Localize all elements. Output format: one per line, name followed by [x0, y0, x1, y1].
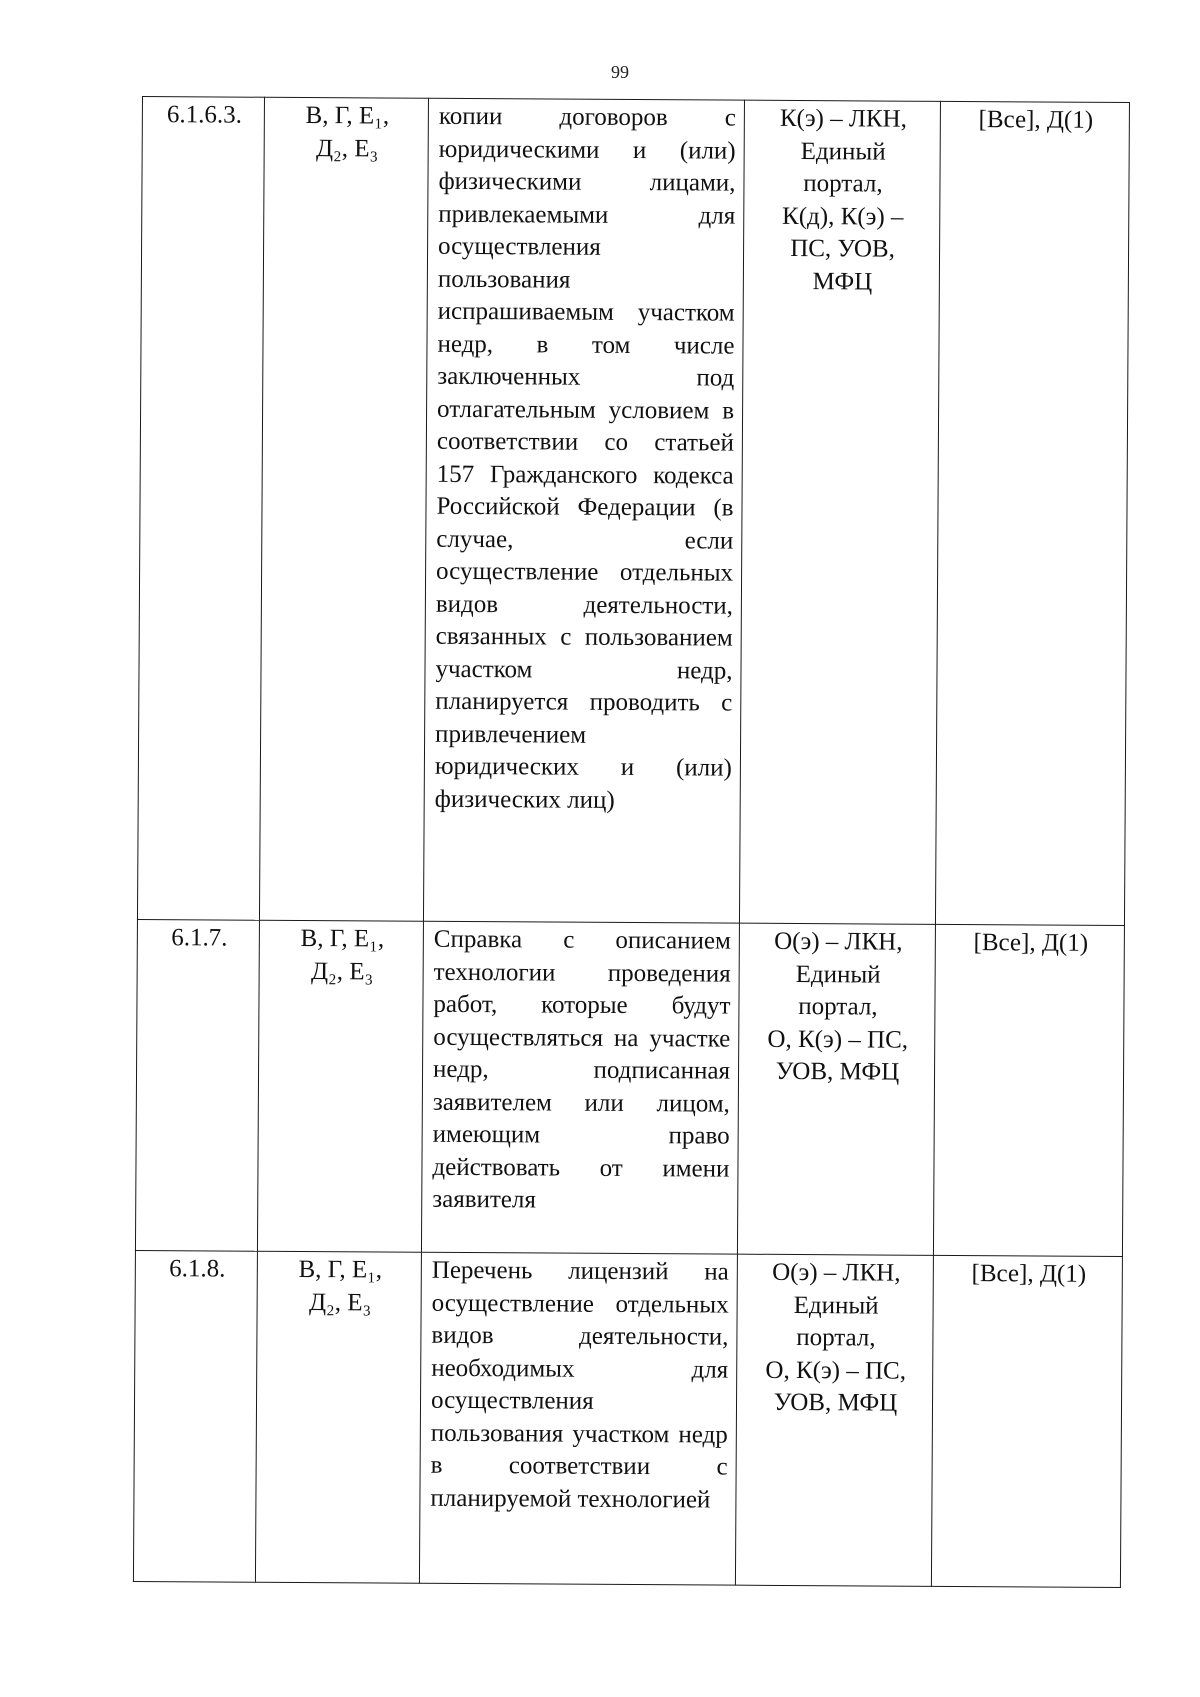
- source-line: К(д), К(э) –: [782, 202, 904, 231]
- row-source: [739, 100, 940, 924]
- table-row: [135, 919, 1124, 1256]
- row-verification: [Все], Д(1): [931, 1255, 1122, 1587]
- source-line: О(э) – ЛКН,: [774, 927, 903, 956]
- source-line: К(э) – ЛКН,: [779, 104, 907, 133]
- row-categories: [259, 97, 428, 921]
- row-categories: [255, 1251, 421, 1583]
- row-description: Справка с описанием технологии проведения работ, которые будут осуществляться на участке недр, подписанная заявителем или лицом, имеющим право действовать от имени заявителя: [421, 921, 739, 1254]
- source-line: УОВ, МФЦ: [773, 1388, 898, 1417]
- categories-line: В, Г, Е₁,: [300, 924, 385, 953]
- row-number: 6.1.8.: [133, 1250, 257, 1582]
- table-row: [133, 1250, 1122, 1587]
- table-row: [137, 97, 1129, 926]
- source-line: ПС, УОВ,: [790, 234, 895, 263]
- row-source: [737, 923, 935, 1255]
- source-line: Единый: [800, 137, 886, 166]
- requirements-table: [133, 96, 1130, 1588]
- row-number: 6.1.6.3.: [137, 97, 264, 921]
- source-line: Единый: [795, 960, 881, 989]
- row-number: 6.1.7.: [135, 919, 259, 1251]
- row-source: [735, 1254, 933, 1586]
- row-verification: [Все], Д(1): [935, 101, 1129, 925]
- categories-line: Д₂, Е₃: [310, 957, 374, 985]
- source-line: О, К(э) – ПС,: [765, 1356, 907, 1385]
- page-number: 99: [611, 62, 629, 82]
- source-line: портал,: [796, 1324, 876, 1352]
- source-line: УОВ, МФЦ: [775, 1057, 900, 1086]
- categories-line: Д₂, Е₃: [308, 1288, 372, 1316]
- source-line: портал,: [798, 993, 878, 1021]
- source-line: МФЦ: [812, 267, 873, 295]
- categories-line: В, Г, Е₁,: [298, 1255, 383, 1284]
- source-line: Единый: [793, 1291, 879, 1320]
- source-line: О, К(э) – ПС,: [767, 1025, 909, 1054]
- row-verification: [Все], Д(1): [933, 924, 1124, 1256]
- source-line: О(э) – ЛКН,: [772, 1258, 901, 1287]
- categories-line: В, Г, Е₁,: [305, 102, 390, 130]
- categories-line: Д₂, Е₃: [315, 134, 379, 162]
- row-categories: [257, 920, 423, 1252]
- source-line: портал,: [803, 170, 883, 198]
- row-description: копии договоров с юридическими и (или) физическими лицами, привлекаемыми для осуществления пользования испрашиваемым участком недр, в том числе заключенных под отлагательным условием в соответствии со статьей 157 Гражданского кодекса Российской Федерации (в случае, если осуществление отдельных видов деятельности, связанных с пользованием участком недр, планируется проводить с привлечением юридических и (или) физических лиц): [423, 98, 744, 923]
- row-description: Перечень лицензий на осуществление отдельных видов деятельности, необходимых для осуществления пользования участком недр в соответствии с планируемой технологией: [419, 1252, 737, 1585]
